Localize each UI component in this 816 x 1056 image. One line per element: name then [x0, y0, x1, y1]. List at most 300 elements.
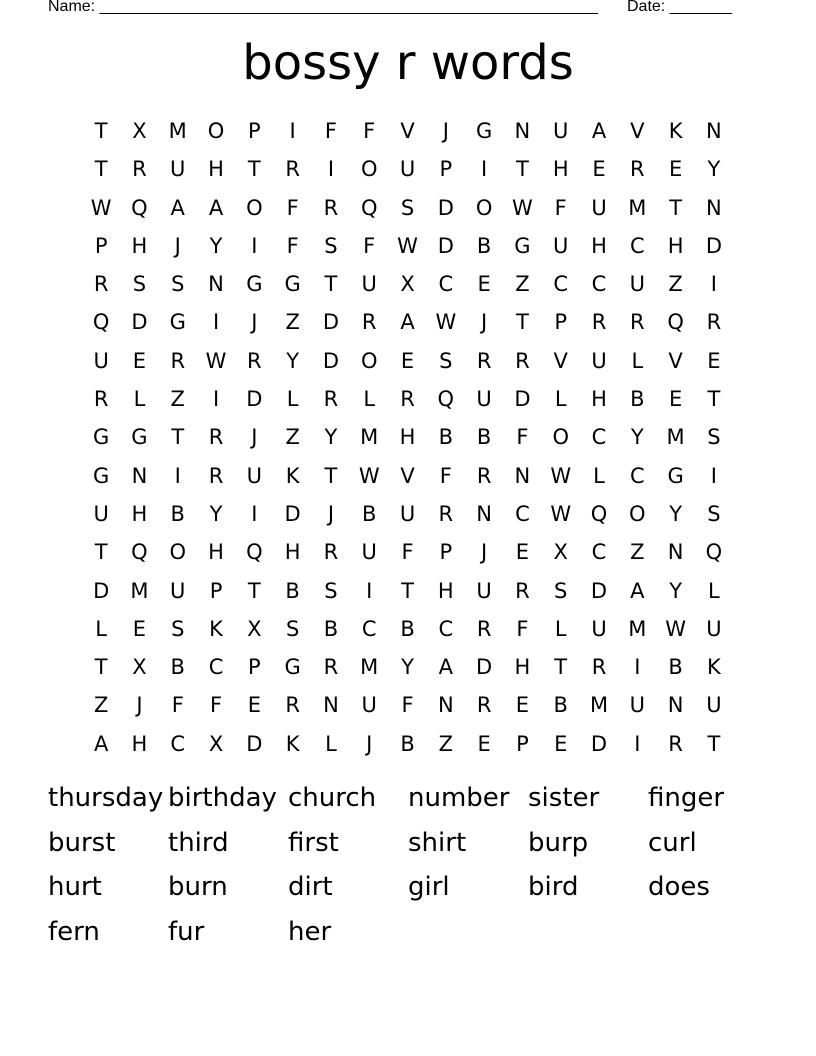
grid-letter: D [437, 195, 454, 220]
grid-letter: N [131, 463, 148, 488]
grid-letter: I [251, 233, 258, 258]
grid-letter: Q [246, 540, 263, 565]
grid-letter: K [209, 616, 223, 641]
grid-letter: C [515, 501, 530, 526]
grid-letter: F [516, 616, 529, 641]
grid-letter: Z [515, 272, 530, 297]
grid-letter: U [361, 540, 377, 565]
grid-letter: K [285, 463, 300, 488]
grid-letter: W [90, 195, 112, 220]
grid-letter: U [246, 463, 263, 488]
grid-letter: S [439, 348, 453, 373]
grid-letter: W [550, 463, 572, 488]
grid-letter: K [285, 731, 300, 756]
word-list-item: dirt [288, 872, 333, 903]
word-list-item: birthday [168, 783, 277, 813]
grid-letter: A [438, 655, 453, 680]
grid-letter: I [634, 655, 641, 680]
grid-letter: G [93, 425, 110, 450]
word-list-item: number [408, 783, 510, 813]
grid-letter: N [323, 693, 339, 718]
grid-letter: R [706, 310, 722, 335]
grid-letter: U [93, 348, 109, 373]
word-list-item: third [168, 827, 229, 858]
word-list-item: girl [408, 872, 450, 903]
grid-letter: N [667, 693, 684, 718]
grid-letter: J [442, 119, 449, 143]
grid-letter: S [132, 272, 147, 297]
grid-letter: F [363, 233, 376, 258]
grid-letter: Q [667, 310, 684, 335]
word-list-item: does [648, 872, 710, 903]
grid-letter: N [437, 693, 454, 718]
grid-letter: T [324, 272, 338, 297]
grid-letter: E [515, 540, 530, 565]
grid-letter: V [400, 463, 415, 488]
grid-letter: F [209, 693, 223, 718]
word-list-item: fern [48, 916, 100, 947]
grid-letter: P [439, 157, 453, 182]
grid-letter: F [401, 540, 414, 565]
grid-letter: L [554, 387, 567, 412]
grid-letter: R [476, 693, 492, 718]
letter-grid [82, 112, 733, 763]
grid-letter: H [399, 425, 416, 450]
word-list-item: first [288, 827, 339, 858]
grid-letter: I [212, 387, 220, 412]
grid-letter: W [205, 348, 227, 373]
grid-letter: T [94, 119, 108, 143]
grid-letter: C [591, 425, 607, 450]
grid-letter: E [515, 693, 530, 718]
grid-letter: S [400, 195, 415, 220]
grid-letter: Y [286, 348, 300, 373]
grid-letter: Z [438, 731, 454, 756]
grid-letter: W [512, 195, 533, 220]
grid-letter: L [95, 616, 107, 641]
grid-letter: H [591, 387, 607, 412]
grid-letter: R [591, 655, 607, 680]
grid-letter: B [362, 501, 377, 526]
grid-letter: M [589, 693, 609, 718]
grid-letter: F [286, 233, 299, 258]
grid-letter: Q [131, 540, 148, 565]
grid-letter: H [591, 233, 607, 258]
grid-letter: M [628, 616, 647, 641]
grid-letter: N [476, 501, 492, 526]
grid-letter: E [400, 348, 415, 373]
grid-letter: L [631, 348, 644, 373]
grid-letter: H [552, 157, 569, 182]
grid-letter: S [324, 578, 338, 603]
grid-letter: U [591, 348, 607, 373]
grid-letter: F [363, 119, 376, 143]
grid-letter: Y [669, 578, 683, 603]
grid-letter: R [93, 387, 109, 412]
grid-letter: R [93, 272, 109, 297]
grid-letter: U [93, 501, 109, 526]
grid-letter: U [399, 157, 416, 182]
grid-letter: A [93, 731, 109, 756]
grid-letter: T [516, 157, 529, 182]
grid-letter: B [323, 616, 339, 641]
grid-letter: U [476, 387, 492, 412]
grid-letter: H [514, 655, 531, 680]
grid-letter: Z [285, 310, 300, 335]
grid-letter: T [94, 157, 108, 182]
grid-letter: D [437, 233, 454, 258]
grid-letter: U [170, 578, 186, 603]
grid-letter: B [400, 731, 415, 756]
grid-letter: N [706, 119, 722, 143]
grid-letter: R [285, 157, 300, 182]
grid-letter: W [665, 616, 686, 641]
grid-letter: X [132, 119, 147, 143]
grid-letter: F [554, 195, 567, 220]
grid-letter: F [516, 425, 529, 450]
grid-letter: O [360, 348, 378, 373]
grid-letter: L [363, 387, 376, 412]
grid-letter: E [554, 731, 568, 756]
grid-letter: H [284, 540, 301, 565]
grid-letter: Q [437, 387, 455, 412]
grid-letter: Y [669, 501, 683, 526]
grid-letter: E [132, 348, 147, 373]
grid-letter: R [515, 348, 530, 373]
grid-letter: G [667, 463, 684, 488]
grid-letter: H [208, 540, 224, 565]
grid-letter: C [208, 655, 224, 680]
grid-letter: U [629, 693, 645, 718]
grid-letter: H [208, 157, 224, 182]
grid-letter: U [591, 195, 607, 220]
grid-letter: D [93, 578, 110, 603]
grid-letter: R [323, 387, 339, 412]
grid-letter: E [247, 693, 261, 718]
grid-letter: B [668, 655, 683, 680]
word-list-item: thursday [48, 783, 164, 813]
grid-letter: E [592, 157, 606, 182]
grid-letter: U [706, 616, 722, 641]
grid-letter: S [707, 425, 721, 450]
grid-letter: K [707, 655, 721, 680]
grid-letter: B [553, 693, 568, 718]
grid-letter: C [170, 731, 186, 756]
grid-letter: L [325, 731, 337, 756]
grid-letter: R [247, 348, 262, 373]
grid-letter: S [554, 578, 568, 603]
grid-letter: G [246, 272, 263, 297]
word-list-item: curl [648, 827, 697, 858]
grid-letter: U [399, 501, 416, 526]
grid-letter: V [400, 119, 415, 143]
grid-letter: D [284, 501, 301, 526]
grid-letter: E [668, 157, 683, 182]
grid-letter: C [438, 272, 454, 297]
grid-letter: B [170, 655, 185, 680]
grid-letter: D [705, 233, 722, 258]
grid-letter: J [174, 233, 181, 258]
grid-letter: R [208, 463, 224, 488]
grid-letter: U [361, 272, 377, 297]
word-list-item: hurt [48, 872, 102, 903]
grid-letter: S [171, 272, 185, 297]
grid-letter: U [591, 616, 607, 641]
word-list-item: burst [48, 827, 116, 858]
grid-letter: U [553, 119, 569, 143]
grid-letter: J [327, 501, 335, 526]
grid-letter: P [439, 540, 453, 565]
grid-letter: R [515, 578, 530, 603]
grid-letter: M [360, 655, 379, 680]
grid-letter: P [516, 731, 529, 756]
grid-letter: A [400, 310, 415, 335]
grid-letter: N [514, 119, 531, 143]
grid-letter: I [710, 463, 717, 488]
grid-letter: X [553, 540, 568, 565]
grid-letter: B [170, 501, 185, 526]
grid-letter: C [629, 233, 645, 258]
grid-letter: G [475, 119, 493, 143]
grid-letter: I [289, 119, 296, 143]
grid-letter: R [132, 157, 147, 182]
grid-letter: Y [630, 425, 644, 450]
grid-letter: T [247, 157, 261, 182]
grid-letter: V [630, 119, 645, 143]
grid-letter: D [476, 655, 493, 680]
grid-letter: C [629, 463, 645, 488]
grid-letter: U [629, 272, 645, 297]
grid-letter: A [591, 119, 607, 143]
grid-letter: R [323, 195, 339, 220]
word-list-item: burp [528, 827, 589, 858]
grid-letter: Q [92, 310, 110, 335]
grid-letter: O [475, 195, 493, 220]
grid-letter: E [477, 272, 491, 297]
grid-letter: L [708, 578, 720, 603]
grid-letter: N [208, 272, 224, 297]
grid-letter: O [360, 157, 378, 182]
grid-letter: R [400, 387, 415, 412]
grid-letter: R [208, 425, 224, 450]
grid-letter: D [590, 731, 608, 756]
grid-letter: G [169, 310, 186, 335]
grid-letter: V [553, 348, 568, 373]
grid-letter: N [706, 195, 722, 220]
grid-letter: F [171, 693, 184, 718]
word-list-item: shirt [408, 827, 467, 858]
word-list [48, 776, 768, 954]
grid-letter: Q [590, 501, 608, 526]
grid-letter: Z [668, 272, 683, 297]
grid-letter: T [94, 540, 108, 565]
grid-letter: G [93, 463, 110, 488]
grid-letter: I [327, 157, 335, 182]
grid-letter: C [591, 272, 607, 297]
grid-letter: T [516, 310, 529, 335]
grid-letter: O [552, 425, 569, 450]
grid-letter: B [476, 233, 492, 258]
grid-letter: Z [285, 425, 300, 450]
grid-letter: T [94, 655, 108, 680]
grid-letter: J [366, 731, 373, 756]
grid-letter: A [170, 195, 185, 220]
grid-letter: U [553, 233, 569, 258]
grid-letter: E [477, 731, 491, 756]
grid-letter: L [133, 387, 146, 412]
grid-letter: Z [93, 693, 109, 718]
grid-letter: B [438, 425, 454, 450]
grid-letter: Q [705, 540, 723, 565]
grid-letter: H [437, 578, 454, 603]
page-title: bossy r words [242, 35, 574, 91]
grid-letter: M [168, 119, 187, 143]
word-list-item: bird [528, 872, 579, 903]
grid-letter: Y [209, 233, 223, 258]
grid-letter: U [706, 693, 722, 718]
grid-letter: R [361, 310, 377, 335]
grid-letter: T [707, 731, 721, 756]
grid-letter: S [707, 501, 721, 526]
grid-letter: T [324, 463, 338, 488]
grid-letter: B [476, 425, 492, 450]
grid-letter: Q [131, 195, 148, 220]
grid-letter: I [251, 501, 258, 526]
grid-letter: P [94, 233, 108, 258]
grid-letter: O [207, 119, 225, 143]
word-list-item: sister [528, 783, 600, 813]
grid-letter: R [323, 540, 339, 565]
grid-letter: R [438, 501, 454, 526]
grid-letter: R [170, 348, 186, 373]
grid-letter: R [630, 157, 645, 182]
grid-letter: E [707, 348, 721, 373]
grid-letter: T [401, 578, 414, 603]
worksheet-header [48, 0, 768, 20]
grid-letter: C [438, 616, 454, 641]
grid-letter: J [136, 693, 143, 718]
grid-letter: L [286, 387, 299, 412]
grid-letter: G [131, 425, 148, 450]
grid-letter: M [666, 425, 685, 450]
grid-letter: R [476, 463, 492, 488]
grid-letter: F [439, 463, 452, 488]
grid-letter: Y [401, 655, 414, 680]
grid-letter: D [322, 310, 340, 335]
grid-letter: M [130, 578, 149, 603]
grid-letter: G [284, 655, 301, 680]
grid-letter: J [481, 310, 488, 335]
grid-letter: P [248, 655, 261, 680]
grid-letter: K [668, 119, 683, 143]
grid-letter: S [171, 616, 185, 641]
grid-letter: X [247, 616, 262, 641]
grid-letter: R [323, 655, 339, 680]
grid-letter: X [208, 731, 224, 756]
grid-letter: I [634, 731, 641, 756]
grid-letter: V [668, 348, 683, 373]
grid-letter: R [591, 310, 607, 335]
word-list-item: burn [168, 872, 228, 903]
grid-letter: Y [209, 501, 223, 526]
grid-letter: Y [324, 425, 338, 450]
grid-letter: C [361, 616, 377, 641]
grid-letter: Z [170, 387, 185, 412]
grid-letter: U [170, 157, 186, 182]
grid-letter: W [435, 310, 457, 335]
grid-letter: U [361, 693, 377, 718]
grid-letter: P [248, 119, 261, 143]
grid-letter: D [246, 731, 263, 756]
name-field: Name: ________________________________________________________ [48, 0, 598, 15]
grid-letter: D [246, 387, 263, 412]
grid-letter: D [514, 387, 531, 412]
grid-letter: T [707, 387, 721, 412]
grid-letter: M [628, 195, 647, 220]
grid-letter: P [209, 578, 223, 603]
grid-letter: L [593, 463, 605, 488]
grid-letter: R [668, 731, 683, 756]
grid-letter: G [284, 272, 301, 297]
grid-letter: I [366, 578, 373, 603]
grid-letter: E [132, 616, 147, 641]
grid-letter: U [476, 578, 492, 603]
grid-letter: B [400, 616, 415, 641]
grid-letter: Y [707, 157, 721, 182]
grid-letter: H [667, 233, 684, 258]
grid-letter: J [481, 540, 488, 565]
grid-letter: W [397, 233, 418, 258]
grid-letter: E [668, 387, 683, 412]
grid-letter: O [169, 540, 186, 565]
grid-letter: T [669, 195, 683, 220]
grid-letter: N [514, 463, 531, 488]
grid-letter: S [285, 616, 300, 641]
grid-letter: J [251, 310, 258, 335]
grid-letter: I [174, 463, 181, 488]
grid-letter: G [514, 233, 531, 258]
grid-letter: I [212, 310, 220, 335]
word-list-item: her [288, 916, 332, 947]
grid-letter: B [285, 578, 300, 603]
grid-letter: R [476, 616, 492, 641]
grid-letter: F [286, 195, 299, 220]
grid-letter: D [322, 348, 340, 373]
grid-letter: F [401, 693, 414, 718]
grid-letter: N [667, 540, 684, 565]
grid-letter: R [285, 693, 300, 718]
grid-letter: R [476, 348, 492, 373]
grid-letter: X [400, 272, 415, 297]
grid-letter: D [590, 578, 608, 603]
grid-letter: A [208, 195, 224, 220]
grid-letter: F [324, 119, 337, 143]
grid-letter: T [247, 578, 261, 603]
grid-letter: B [630, 387, 645, 412]
grid-letter: T [554, 655, 568, 680]
grid-letter: O [246, 195, 263, 220]
grid-letter: I [710, 272, 717, 297]
grid-letter: J [251, 425, 258, 450]
grid-letter: I [481, 157, 488, 182]
grid-letter: P [554, 310, 568, 335]
grid-letter: H [131, 233, 148, 258]
grid-letter: W [358, 463, 380, 488]
grid-letter: O [629, 501, 646, 526]
grid-letter: A [630, 578, 645, 603]
grid-letter: C [553, 272, 569, 297]
grid-letter: L [554, 616, 567, 641]
